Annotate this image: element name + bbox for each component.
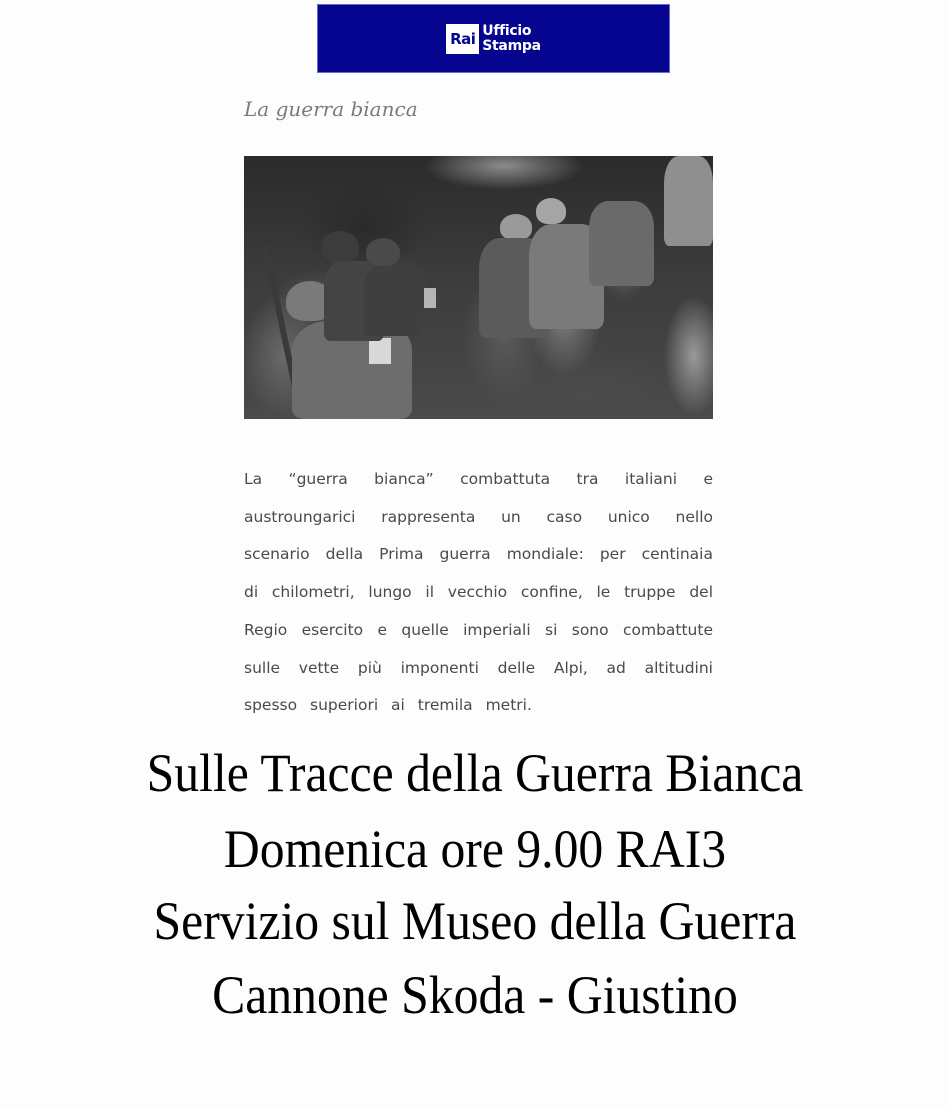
headline-line-1: Sulle Tracce della Guerra Bianca [146,743,804,803]
paragraph-line: di chilometri, lungo il vecchio confine, le truppe del [244,583,713,602]
paragraph-line: austroungarici rappresenta un caso unico nello [244,507,713,526]
trench-soldiers-photo [244,156,713,419]
canteen-shape [424,288,436,308]
helmet-shape [366,238,400,266]
paragraph-line: La “guerra bianca” combattuta tra italiani e [244,470,713,488]
helmet-shape [536,198,566,224]
helmet-shape [500,214,532,240]
logo-text [482,24,540,54]
article-subtitle: La guerra bianca [244,97,418,121]
headline-line-2: Domenica ore 9.00 RAI3 [223,819,727,879]
soldier-shape [364,266,419,336]
helmet-shape [321,231,359,263]
rai-ufficio-stampa-banner [318,5,669,72]
paragraph-line: spesso superiori ai tremila metri. [244,696,532,715]
paragraph-line: sulle vette più imponenti delle Alpi, ad altitudini [244,658,713,677]
headline-line-4: Cannone Skoda - Giustino [212,965,738,1025]
paragraph-line: scenario della Prima guerra mondiale: per centinaia [244,545,713,564]
paper-shape [369,338,391,364]
logo-line-2: Stampa [482,37,541,54]
rai-logo [446,24,540,54]
headline-line-3: Servizio sul Museo della Guerra [153,891,797,951]
paragraph-line: Regio esercito e quelle imperiali si sono combattute [244,620,713,639]
logo-line-1: Ufficio [482,22,532,39]
article-paragraph [244,461,713,725]
rai-logo-mark: Rai [446,24,479,54]
soldier-shape [589,201,654,286]
standing-soldier-shape [664,156,713,246]
